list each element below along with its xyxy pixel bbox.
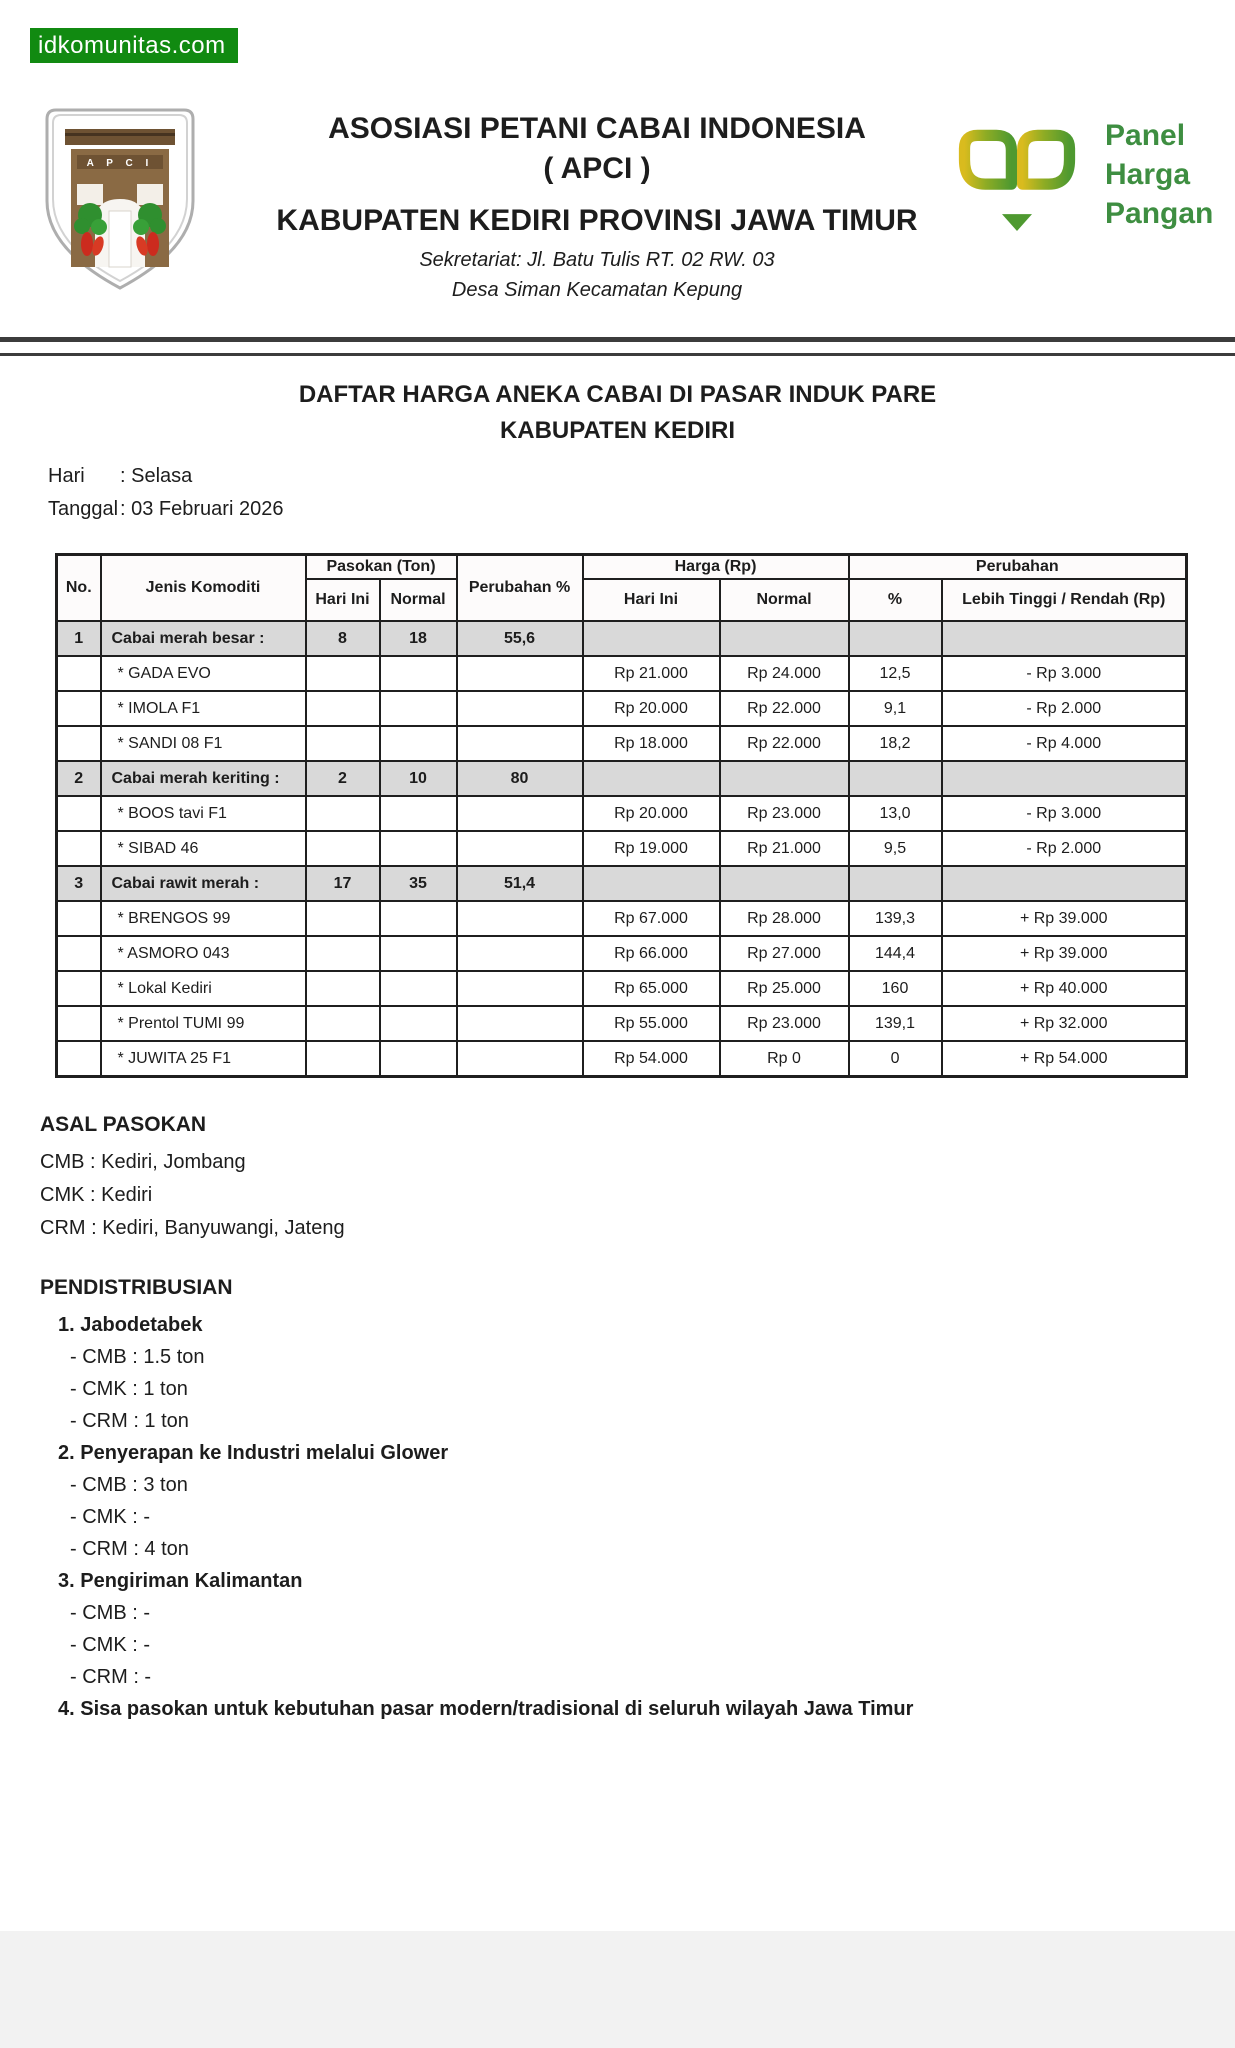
table-row: [57, 621, 1187, 656]
distribution-subitem: - CMB : -: [70, 1602, 150, 1624]
cell-no: 2: [57, 761, 101, 796]
cell-harga-normal: Rp 28.000: [720, 901, 849, 936]
cell-selisih: + Rp 54.000: [942, 1041, 1187, 1077]
cell-pasokan-normal: [380, 971, 457, 1006]
distribution-subitem: - CMB : 3 ton: [70, 1474, 188, 1496]
cell-perubahan-pct: [457, 971, 583, 1006]
cell-pct: 139,1: [849, 1006, 942, 1041]
cell-pasokan-hari-ini: [306, 901, 380, 936]
cell-komoditi: * SANDI 08 F1: [101, 726, 306, 761]
shield-icon: [35, 103, 205, 295]
day-label: Hari: [48, 465, 85, 487]
cell-harga-normal: Rp 24.000: [720, 656, 849, 691]
col-header-selisih: Lebih Tinggi / Rendah (Rp): [942, 579, 1187, 621]
cell-pasokan-hari-ini: [306, 691, 380, 726]
cell-komoditi: Cabai merah besar :: [101, 621, 306, 656]
asal-pasokan-line: CMB : Kediri, Jombang: [40, 1151, 246, 1173]
cell-no: [57, 726, 101, 761]
date-value: : 03 Februari 2026: [120, 498, 284, 520]
cell-pct: 13,0: [849, 796, 942, 831]
table-row: [57, 796, 1187, 831]
pendistribusian-items: [40, 1309, 1200, 1725]
cell-selisih: - Rp 2.000: [942, 831, 1187, 866]
php-word-pangan: Pangan: [1105, 197, 1214, 230]
cell-harga-hari-ini: Rp 19.000: [583, 831, 720, 866]
cell-harga-hari-ini: Rp 65.000: [583, 971, 720, 1006]
col-header-perubahan-pct: Perubahan %: [457, 555, 583, 622]
organization-header: [247, 112, 947, 304]
cell-harga-normal: Rp 22.000: [720, 691, 849, 726]
cell-perubahan-pct: [457, 1041, 583, 1077]
cell-selisih: - Rp 3.000: [942, 796, 1187, 831]
table-row: [57, 656, 1187, 691]
cell-harga-hari-ini: Rp 20.000: [583, 691, 720, 726]
org-secretariat-village: Desa Siman Kecamatan Kepung: [451, 279, 743, 301]
cell-harga-normal: [720, 761, 849, 796]
table-row: [57, 1006, 1187, 1041]
cell-komoditi: * Prentol TUMI 99: [101, 1006, 306, 1041]
cell-harga-hari-ini: [583, 866, 720, 901]
col-header-harga-hari-ini: Hari Ini: [583, 579, 720, 621]
distribution-item-title: 2. Penyerapan ke Industri melalui Glower: [58, 1442, 449, 1464]
cell-harga-hari-ini: Rp 55.000: [583, 1006, 720, 1041]
cell-pasokan-normal: [380, 831, 457, 866]
document-meta: [48, 460, 283, 526]
shield-acronym-text: A P C I: [86, 158, 154, 169]
page-bottom-margin: [0, 1931, 1235, 2048]
cell-perubahan-pct: [457, 656, 583, 691]
cell-perubahan-pct: [457, 691, 583, 726]
cell-perubahan-pct: 51,4: [457, 866, 583, 901]
org-name-line3: KABUPATEN KEDIRI PROVINSI JAWA TIMUR: [276, 204, 918, 237]
cell-pasokan-hari-ini: [306, 831, 380, 866]
cell-pct: 160: [849, 971, 942, 1006]
table-row: [57, 1041, 1187, 1077]
table-row: [57, 866, 1187, 901]
distribution-subitem: - CMK : -: [70, 1506, 150, 1528]
cell-pasokan-normal: 10: [380, 761, 457, 796]
table-row: [57, 726, 1187, 761]
cell-harga-hari-ini: [583, 761, 720, 796]
col-header-pasokan-normal: Normal: [380, 579, 457, 621]
panel-harga-pangan-icon: [942, 112, 1092, 249]
cell-harga-normal: Rp 0: [720, 1041, 849, 1077]
cell-harga-hari-ini: Rp 21.000: [583, 656, 720, 691]
table-row: [57, 761, 1187, 796]
cell-pct: 139,3: [849, 901, 942, 936]
cell-pct: 144,4: [849, 936, 942, 971]
cell-selisih: + Rp 40.000: [942, 971, 1187, 1006]
cell-komoditi: * ASMORO 043: [101, 936, 306, 971]
cell-pasokan-normal: [380, 1006, 457, 1041]
cell-selisih: - Rp 4.000: [942, 726, 1187, 761]
col-header-no: No.: [57, 555, 101, 622]
cell-pasokan-normal: [380, 1041, 457, 1077]
cell-pct: 18,2: [849, 726, 942, 761]
cell-no: [57, 691, 101, 726]
cell-pasokan-hari-ini: [306, 726, 380, 761]
cell-pct: [849, 761, 942, 796]
cell-komoditi: * JUWITA 25 F1: [101, 1041, 306, 1077]
distribution-subitem: - CMK : -: [70, 1634, 150, 1656]
asal-pasokan-line: CMK : Kediri: [40, 1184, 153, 1206]
cell-pct: 12,5: [849, 656, 942, 691]
cell-perubahan-pct: 80: [457, 761, 583, 796]
cell-pasokan-normal: [380, 726, 457, 761]
day-row: [48, 460, 283, 493]
col-header-harga-normal: Normal: [720, 579, 849, 621]
date-label: Tanggal: [48, 498, 119, 520]
org-name-line1: ASOSIASI PETANI CABAI INDONESIA: [328, 112, 866, 145]
cell-selisih: - Rp 3.000: [942, 656, 1187, 691]
distribution-subitem: - CRM : 4 ton: [70, 1538, 189, 1560]
cell-selisih: + Rp 39.000: [942, 936, 1187, 971]
apci-shield-logo: [35, 103, 205, 300]
document-title-line1: DAFTAR HARGA ANEKA CABAI DI PASAR INDUK PARE: [298, 381, 937, 408]
cell-pasokan-normal: [380, 691, 457, 726]
price-table: [55, 553, 1188, 1078]
cell-selisih: [942, 866, 1187, 901]
cell-pasokan-hari-ini: [306, 656, 380, 691]
cell-pasokan-hari-ini: 8: [306, 621, 380, 656]
col-header-pasokan-group: Pasokan (Ton): [306, 555, 457, 580]
cell-no: [57, 1006, 101, 1041]
price-table-body: [57, 621, 1187, 1077]
cell-pasokan-normal: [380, 796, 457, 831]
cell-selisih: [942, 621, 1187, 656]
cell-pct: 9,5: [849, 831, 942, 866]
col-header-perubahan-group: Perubahan: [849, 555, 1187, 580]
cell-harga-normal: Rp 21.000: [720, 831, 849, 866]
cell-harga-normal: [720, 621, 849, 656]
cell-selisih: + Rp 39.000: [942, 901, 1187, 936]
cell-pasokan-hari-ini: 17: [306, 866, 380, 901]
cell-komoditi: Cabai merah keriting :: [101, 761, 306, 796]
php-word-panel: Panel: [1105, 119, 1186, 152]
col-header-harga-group: Harga (Rp): [583, 555, 849, 580]
cell-no: [57, 971, 101, 1006]
cell-no: [57, 656, 101, 691]
cell-perubahan-pct: [457, 796, 583, 831]
cell-pct: [849, 621, 942, 656]
cell-perubahan-pct: [457, 1006, 583, 1041]
pendistribusian-heading: PENDISTRIBUSIAN: [40, 1276, 233, 1299]
day-value: : Selasa: [120, 465, 193, 487]
cell-komoditi: * Lokal Kediri: [101, 971, 306, 1006]
cell-perubahan-pct: [457, 726, 583, 761]
price-table-header: [57, 555, 1187, 622]
cell-pasokan-normal: [380, 901, 457, 936]
cell-harga-hari-ini: Rp 20.000: [583, 796, 720, 831]
cell-no: 3: [57, 866, 101, 901]
distribution-item-title: 1. Jabodetabek: [58, 1314, 203, 1336]
cell-harga-normal: Rp 22.000: [720, 726, 849, 761]
cell-harga-normal: Rp 23.000: [720, 796, 849, 831]
asal-pasokan-line: CRM : Kediri, Banyuwangi, Jateng: [40, 1217, 345, 1239]
cell-komoditi: * SIBAD 46: [101, 831, 306, 866]
cell-perubahan-pct: [457, 901, 583, 936]
cell-komoditi: * IMOLA F1: [101, 691, 306, 726]
asal-pasokan-section: [40, 1112, 1200, 1245]
cell-harga-hari-ini: Rp 18.000: [583, 726, 720, 761]
col-header-pct: %: [849, 579, 942, 621]
table-row: [57, 901, 1187, 936]
cell-harga-hari-ini: [583, 621, 720, 656]
cell-no: [57, 901, 101, 936]
cell-pasokan-normal: 18: [380, 621, 457, 656]
cell-no: [57, 936, 101, 971]
cell-selisih: - Rp 2.000: [942, 691, 1187, 726]
cell-pct: 0: [849, 1041, 942, 1077]
cell-komoditi: Cabai rawit merah :: [101, 866, 306, 901]
table-row: [57, 971, 1187, 1006]
cell-harga-hari-ini: Rp 67.000: [583, 901, 720, 936]
cell-pct: 9,1: [849, 691, 942, 726]
table-row: [57, 691, 1187, 726]
header-divider: [0, 337, 1235, 356]
cell-pasokan-hari-ini: [306, 796, 380, 831]
pendistribusian-section: [40, 1275, 1200, 1725]
col-header-komoditi: Jenis Komoditi: [101, 555, 306, 622]
cell-perubahan-pct: 55,6: [457, 621, 583, 656]
cell-no: [57, 831, 101, 866]
cell-no: [57, 796, 101, 831]
cell-harga-normal: Rp 25.000: [720, 971, 849, 1006]
watermark-text: idkomunitas.com: [38, 32, 226, 59]
distribution-item-title: 3. Pengiriman Kalimantan: [58, 1570, 303, 1592]
asal-pasokan-heading: ASAL PASOKAN: [40, 1113, 207, 1136]
cell-pasokan-normal: [380, 936, 457, 971]
cell-pasokan-normal: 35: [380, 866, 457, 901]
notes-section: [40, 1112, 1200, 1725]
document-title: [0, 380, 1235, 446]
document-title-line2: KABUPATEN KEDIRI: [499, 417, 736, 444]
cell-perubahan-pct: [457, 831, 583, 866]
cell-selisih: [942, 761, 1187, 796]
cell-pasokan-hari-ini: [306, 971, 380, 1006]
table-row: [57, 936, 1187, 971]
cell-no: 1: [57, 621, 101, 656]
table-row: [57, 831, 1187, 866]
col-header-pasokan-hari-ini: Hari Ini: [306, 579, 380, 621]
cell-komoditi: * BOOS tavi F1: [101, 796, 306, 831]
distribution-subitem: - CMK : 1 ton: [70, 1378, 188, 1400]
cell-pasokan-hari-ini: [306, 1006, 380, 1041]
panel-harga-pangan-wordmark: [1105, 116, 1213, 233]
date-row: [48, 493, 283, 526]
cell-harga-hari-ini: Rp 66.000: [583, 936, 720, 971]
org-secretariat-address: Sekretariat: Jl. Batu Tulis RT. 02 RW. 03: [419, 249, 775, 271]
cell-pasokan-hari-ini: 2: [306, 761, 380, 796]
php-word-harga: Harga: [1105, 158, 1191, 191]
watermark-banner: [30, 28, 238, 63]
cell-selisih: + Rp 32.000: [942, 1006, 1187, 1041]
cell-harga-normal: Rp 23.000: [720, 1006, 849, 1041]
cell-pasokan-normal: [380, 656, 457, 691]
cell-no: [57, 1041, 101, 1077]
cell-harga-hari-ini: Rp 54.000: [583, 1041, 720, 1077]
asal-pasokan-lines: [40, 1146, 1200, 1245]
cell-komoditi: * BRENGOS 99: [101, 901, 306, 936]
cell-pct: [849, 866, 942, 901]
distribution-subitem: - CMB : 1.5 ton: [70, 1346, 205, 1368]
cell-harga-normal: [720, 866, 849, 901]
cell-pasokan-hari-ini: [306, 936, 380, 971]
cell-pasokan-hari-ini: [306, 1041, 380, 1077]
cell-perubahan-pct: [457, 936, 583, 971]
cell-harga-normal: Rp 27.000: [720, 936, 849, 971]
distribution-subitem: - CRM : 1 ton: [70, 1410, 189, 1432]
cell-komoditi: * GADA EVO: [101, 656, 306, 691]
distribution-subitem: - CRM : -: [70, 1666, 152, 1688]
distribution-item-title: 4. Sisa pasokan untuk kebutuhan pasar modern/tradisional di seluruh wilayah Jawa Timur: [58, 1698, 914, 1720]
org-name-line2: ( APCI ): [543, 152, 651, 185]
